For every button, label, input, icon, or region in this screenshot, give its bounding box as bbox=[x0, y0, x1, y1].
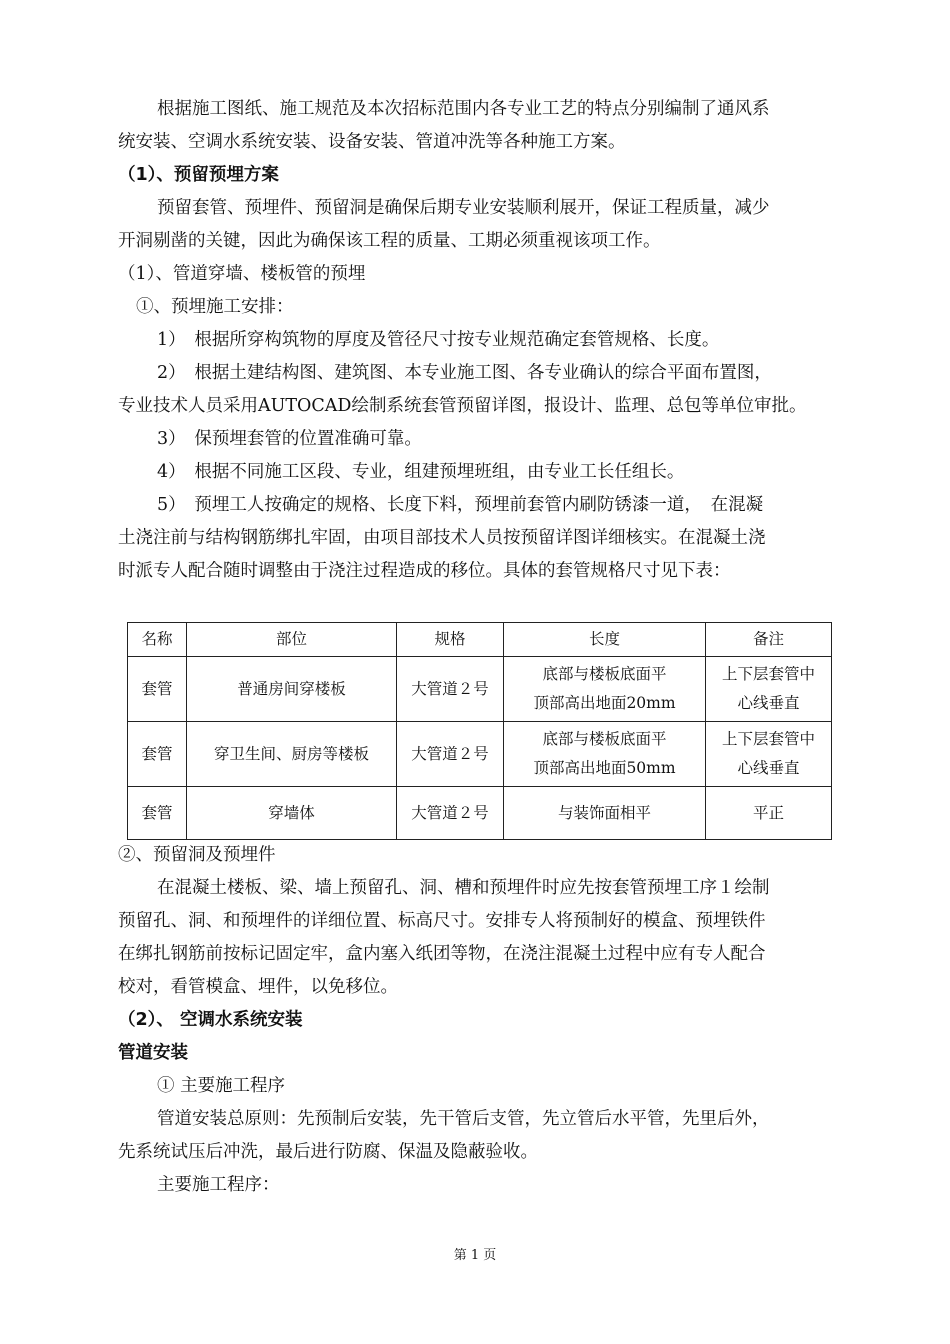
list-item-4: 4） 根据不同施工区段、专业，组建预埋班组，由专业工长任组长。 bbox=[157, 462, 685, 482]
list-item-2-line2: 专业技术人员采用AUTOCAD绘制系统套管预留详图，报设计、监理、总包等单位审批。 bbox=[118, 396, 807, 416]
table-cell-part: 普通房间穿楼板 bbox=[187, 657, 397, 722]
paragraph-intro-line1: 根据施工图纸、施工规范及本次招标范围内各专业工艺的特点分别编制了通风系 bbox=[157, 99, 770, 119]
table-cell-spec: 大管道２号 bbox=[397, 722, 504, 787]
note-line: 上下层套管中 bbox=[721, 730, 815, 748]
paragraph-holes-line3: 在绑扎钢筋前按标记固定牢，盒内塞入纸团等物，在浇注混凝土过程中应有专人配合 bbox=[118, 944, 766, 964]
paragraph-principle-line1: 管道安装总原则：先预制后安装，先干管后支管，先立管后水平管，先里后外， bbox=[157, 1109, 770, 1129]
table-cell-length bbox=[504, 657, 706, 722]
length-line: 底部与楼板底面平 bbox=[542, 730, 667, 748]
list-item-5-line1: 5） 预埋工人按确定的规格、长度下料，预埋前套管内刷防锈漆一道， 在混凝 bbox=[157, 495, 764, 515]
heading-main-procedure: ① 主要施工程序 bbox=[157, 1076, 286, 1096]
table-cell-note: 平正 bbox=[706, 787, 832, 840]
note-line: 心线垂直 bbox=[737, 759, 800, 777]
table-header-cell: 备注 bbox=[706, 623, 832, 657]
heading-pipe-installation: 管道安装 bbox=[118, 1043, 188, 1063]
list-item-5-line2: 土浇注前与结构钢筋绑扎牢固，由项目部技术人员按预留详图详细核实。在混凝土浇 bbox=[118, 528, 766, 548]
table-cell-name: 套管 bbox=[128, 657, 187, 722]
paragraph-holes-line4: 校对，看管模盒、埋件，以免移位。 bbox=[118, 977, 398, 997]
table-header-cell: 规格 bbox=[397, 623, 504, 657]
table-cell-part: 穿卫生间、厨房等楼板 bbox=[187, 722, 397, 787]
length-line: 底部与楼板底面平 bbox=[542, 665, 667, 683]
list-item-2-line1: 2） 根据土建结构图、建筑图、本专业施工图、各专业确认的综合平面布置图， bbox=[157, 363, 772, 383]
length-line: 顶部高出地面20mm bbox=[533, 694, 676, 712]
heading-ac-water-system: （2）、 空调水系统安装 bbox=[118, 1010, 303, 1030]
table-cell-note bbox=[706, 657, 832, 722]
table-header-row bbox=[128, 623, 832, 657]
table-cell-spec: 大管道２号 bbox=[397, 787, 504, 840]
table-cell-length: 与装饰面相平 bbox=[504, 787, 706, 840]
table-row bbox=[128, 722, 832, 787]
page-number: 第 1 页 bbox=[453, 1248, 497, 1263]
table-cell-name: 套管 bbox=[128, 722, 187, 787]
heading-reserve-embed-plan: （1）、预留预埋方案 bbox=[118, 165, 279, 185]
heading-reserved-holes: ②、预留洞及预埋件 bbox=[118, 845, 276, 865]
table-row bbox=[128, 787, 832, 840]
list-item-5-line3: 时派专人配合随时调整由于浇注过程造成的移位。具体的套管规格尺寸见下表： bbox=[118, 561, 731, 581]
heading-wall-floor-sleeves: （1）、管道穿墙、楼板管的预埋 bbox=[118, 264, 366, 284]
paragraph-holes-line2: 预留孔、洞、和预埋件的详细位置、标高尺寸。安排专人将预制好的模盒、预埋铁件 bbox=[118, 911, 766, 931]
table-cell-note bbox=[706, 722, 832, 787]
table-cell-spec: 大管道２号 bbox=[397, 657, 504, 722]
paragraph-reserve-line1: 预留套管、预埋件、预留洞是确保后期专业安装顺利展开，保证工程质量，减少 bbox=[157, 198, 770, 218]
sleeve-spec-table bbox=[127, 622, 832, 840]
table-cell-name: 套管 bbox=[128, 787, 187, 840]
table-header-cell: 名称 bbox=[128, 623, 187, 657]
paragraph-principle-line2: 先系统试压后冲洗，最后进行防腐、保温及隐蔽验收。 bbox=[118, 1142, 538, 1162]
table-header-cell: 长度 bbox=[504, 623, 706, 657]
table-header-cell: 部位 bbox=[187, 623, 397, 657]
heading-embed-arrangement: ①、预埋施工安排： bbox=[136, 297, 294, 317]
note-line: 上下层套管中 bbox=[721, 665, 815, 683]
paragraph-procedure-label: 主要施工程序： bbox=[157, 1175, 280, 1195]
table-cell-length bbox=[504, 722, 706, 787]
paragraph-holes-line1: 在混凝土楼板、梁、墙上预留孔、洞、槽和预埋件时应先按套管预埋工序１绘制 bbox=[157, 878, 770, 898]
paragraph-reserve-line2: 开洞剔凿的关键，因此为确保该工程的质量、工期必须重视该项工作。 bbox=[118, 231, 661, 251]
paragraph-intro-line2: 统安装、空调水系统安装、设备安装、管道冲洗等各种施工方案。 bbox=[118, 132, 626, 152]
table-row bbox=[128, 657, 832, 722]
list-item-3: 3） 保预埋套管的位置准确可靠。 bbox=[157, 429, 422, 449]
list-item-1: 1） 根据所穿构筑物的厚度及管径尺寸按专业规范确定套管规格、长度。 bbox=[157, 330, 720, 350]
note-line: 心线垂直 bbox=[737, 694, 800, 712]
table-cell-part: 穿墙体 bbox=[187, 787, 397, 840]
length-line: 顶部高出地面50mm bbox=[533, 759, 676, 777]
